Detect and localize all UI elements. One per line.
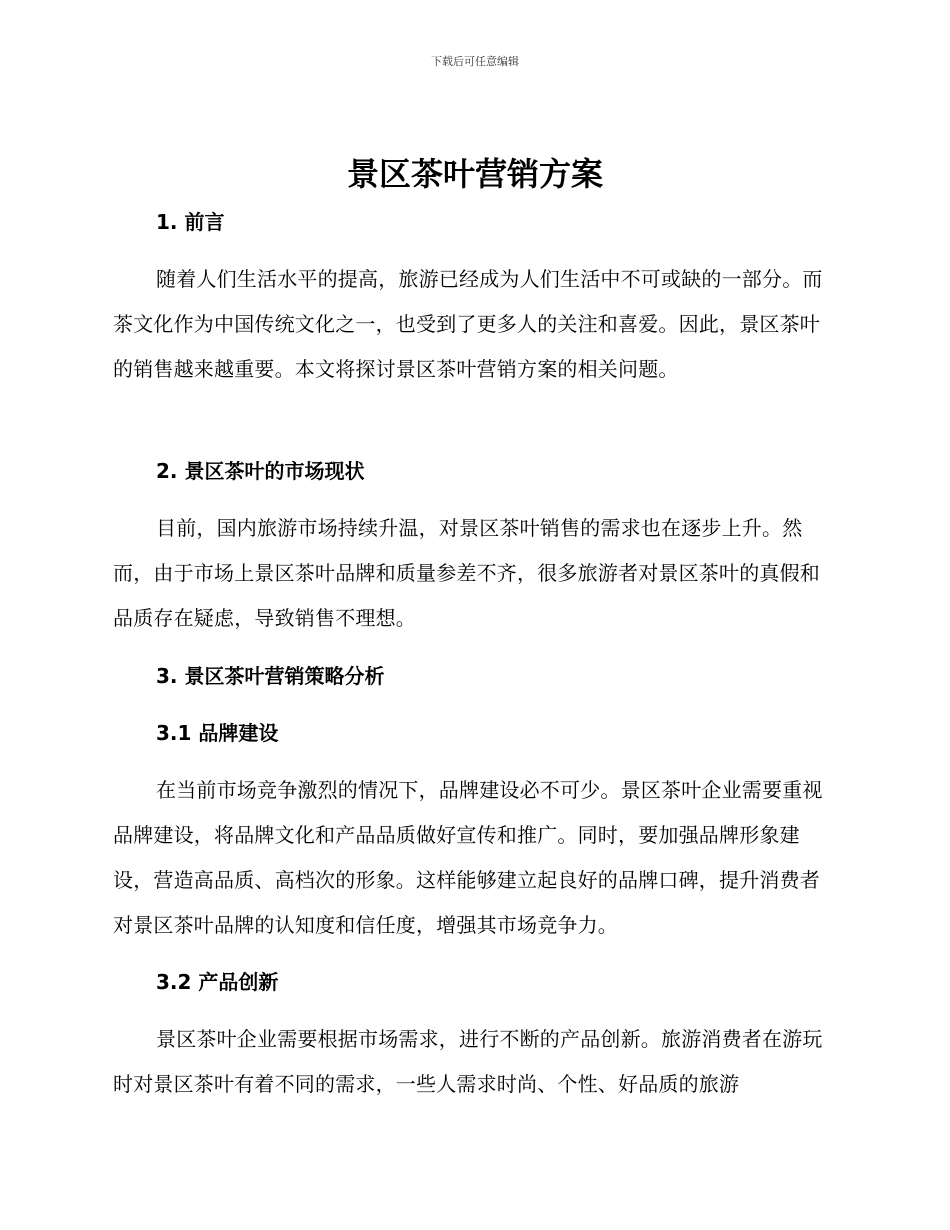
section-paragraph-market-status: 目前，国内旅游市场持续升温，对景区茶叶销售的需求也在逐步上升。然而，由于市场上景区茶叶品牌和质量参差不齐，很多旅游者对景区茶叶的真假和品质存在疑虑，导致销售不理想。 — [113, 516, 820, 630]
section-heading-market-status: 2. 景区茶叶的市场现状 — [156, 459, 365, 483]
subsection-paragraph-brand-building: 在当前市场竞争激烈的情况下，品牌建设必不可少。景区茶叶企业需要重视品牌建设，将品牌文化和产品品质做好宣传和推广。同时，要加强品牌形象建设，营造高品质、高档次的形象。这样能够建立起良好的品牌口碑，提升消费者对景区茶叶品牌的认知度和信任度，增强其市场竞争力。 — [113, 778, 823, 937]
document-title: 景区茶叶营销方案 — [346, 155, 603, 193]
subsection-heading-brand-building: 3.1 品牌建设 — [156, 721, 279, 745]
section-paragraph-preface: 随着人们生活水平的提高，旅游已经成为人们生活中不可或缺的一部分。而茶文化作为中国传统文化之一，也受到了更多人的关注和喜爱。因此，景区茶叶的销售越来越重要。本文将探讨景区茶叶营销方案的相关问题。 — [113, 267, 823, 381]
section-heading-preface: 1. 前言 — [156, 210, 225, 234]
subsection-heading-product-innovation: 3.2 产品创新 — [156, 970, 279, 994]
subsection-paragraph-product-innovation: 景区茶叶企业需要根据市场需求，进行不断的产品创新。旅游消费者在游玩时对景区茶叶有着不同的需求，一些人需求时尚、个性、好品质的旅游 — [113, 1027, 823, 1096]
section-heading-strategy-analysis: 3. 景区茶叶营销策略分析 — [156, 664, 385, 688]
page-header-note: 下载后可任意编辑 — [431, 55, 519, 68]
